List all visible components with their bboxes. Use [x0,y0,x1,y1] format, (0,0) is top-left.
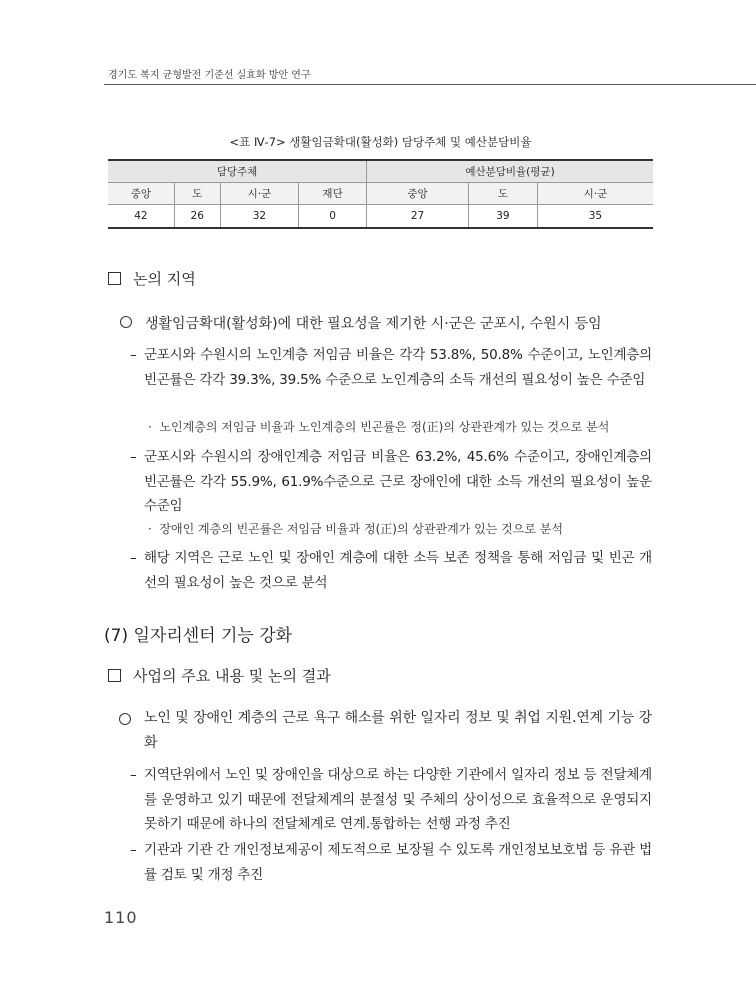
note-line [148,520,563,537]
item-text: 해당 지역은 근로 노인 및 장애인 계층에 대한 소득 보존 정책을 통해 저임금 및 빈곤 개선의 필요성이 높은 것으로 분석 [144,550,652,591]
column-header: 시·군 [537,183,653,205]
column-header: 도 [174,183,220,205]
item-text: 군포시와 수원시의 장애인계층 저임금 비율은 63.2%, 45.6% 수준이고, 장애인계층의 빈곤률은 각각 55.9%, 61.9%수준으로 근로 장애인에 대한 소득 개선의 필요성이 높운 수준임 [144,449,652,514]
dash-bullet-icon: – [130,767,137,783]
square-heading-main-content [108,665,331,686]
middle-dot-icon: · [148,420,152,434]
square-bullet-icon [108,272,121,285]
group-header-budget-share: 예산분담비율(평균) [367,160,653,183]
running-header: 경기도 복지 균형발전 기준선 실효화 방안 연구 [108,70,311,81]
table-cell: 27 [367,205,469,229]
circle-point-discussion [120,313,602,333]
circle-bullet-icon [119,713,131,725]
column-header: 도 [468,183,537,205]
budget-share-table [108,159,653,229]
column-header: 시·군 [220,183,299,205]
section-title: (7) 일자리센터 기능 강화 [104,626,293,646]
table-cell: 35 [537,205,653,229]
table-cell: 0 [299,205,367,229]
header-rule [104,84,756,85]
column-header: 재단 [299,183,367,205]
table-cell: 42 [134,210,148,222]
dash-item [130,445,652,519]
heading-text: 논의 지역 [133,270,196,288]
dash-bullet-icon: – [130,842,137,858]
item-text: 기관과 기관 간 개인정보제공이 제도적으로 보장될 수 있도록 개인정보보호법 등 유관 법률 검토 및 개정 추진 [144,842,652,883]
square-bullet-icon [108,669,121,682]
page-number: 110 [104,908,138,927]
middle-dot-icon: · [148,522,152,536]
point-text: 노인 및 장애인 계층의 근로 욕구 해소를 위한 일자리 정보 및 취업 지원.연계 기능 강화 [144,710,652,751]
item-text: 군포시와 수원시의 노인계층 저임금 비율은 각각 53.8%, 50.8% 수준이고, 노인계층의 빈곤률은 각각 39.3%, 39.5% 수준으로 노인계층의 소득 개선의 필요성이 높은 수준임 [144,347,652,388]
note-text: 노인계층의 저임금 비율과 노인계층의 빈곤률은 정(正)의 상관관계가 있는 것으로 분석 [159,420,610,434]
square-heading-discussion-area [108,268,196,289]
dash-item [130,763,652,837]
note-line [148,418,609,435]
table-cell: 39 [468,205,537,229]
note-text: 장애인 계층의 빈곤률은 저임금 비율과 정(正)의 상관관계가 있는 것으로 분석 [159,522,563,536]
column-header: 중앙 [108,183,174,205]
table-row [108,205,653,229]
table-cell: 32 [220,205,299,229]
dash-bullet-icon: – [130,449,137,465]
dash-item [130,546,652,595]
heading-text: 사업의 주요 내용 및 논의 결과 [133,667,331,685]
table-caption: <표 Ⅳ-7> 생활임금확대(활성화) 담당주체 및 예산분담비율 [229,135,532,149]
table-cell: 26 [174,205,220,229]
table-group-header-row [108,160,653,183]
circle-point-jobs [144,706,652,755]
column-header: 중앙 [367,183,469,205]
point-text: 생활임금확대(활성화)에 대한 필요성을 제기한 시·군은 군포시, 수원시 등임 [145,316,602,332]
table-sub-header-row [108,183,653,205]
dash-bullet-icon: – [130,347,137,363]
group-header-responsible: 담당주체 [108,160,367,183]
item-text: 지역단위에서 노인 및 장애인을 대상으로 하는 다양한 기관에서 일자리 정보 등 전달체계를 운영하고 있기 때문에 전달체계의 분절성 및 주체의 상이성으로 효율적으로 운영되지 못하기 때문에 하나의 전달체계로 연계.통합하는 선행 과정 추진 [144,767,652,832]
dash-bullet-icon: – [130,550,137,566]
circle-bullet-icon [120,316,132,328]
dash-item [130,838,652,887]
dash-item [130,343,652,392]
